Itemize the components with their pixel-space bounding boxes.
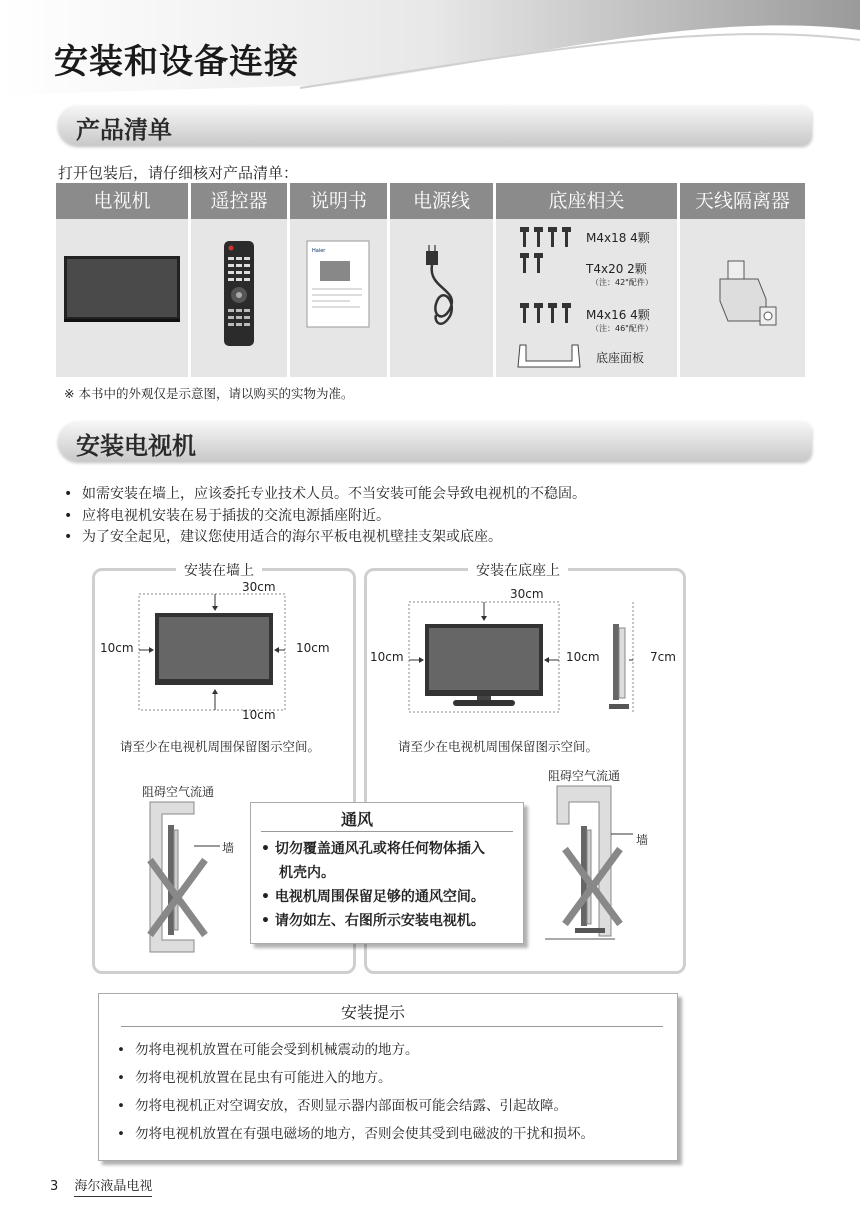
appearance-note: ※ 本书中的外观仅是示意图，请以购买的实物为准。 bbox=[64, 386, 354, 401]
ventilation-item: • 电视机周围保留足够的通风空间。 bbox=[261, 889, 485, 905]
section-title: 产品清单 bbox=[76, 116, 172, 144]
stand-blocked-diagram bbox=[545, 784, 655, 944]
section-title: 安装电视机 bbox=[76, 432, 196, 460]
footer-brand: 海尔液晶电视 bbox=[74, 1179, 152, 1197]
screw-note-3: （注：46"配件） bbox=[591, 324, 653, 333]
screw-note-2: （注：42"配件） bbox=[591, 278, 653, 287]
screw-group-1-icon bbox=[518, 227, 574, 249]
screw-group-3-icon bbox=[518, 303, 574, 325]
install-bullet: • 如需安装在墙上，应该委托专业技术人员。不当安装可能会导致电视机的不稳固。 bbox=[60, 484, 586, 506]
screw-label-1: M4x18 4颗 bbox=[586, 231, 650, 245]
stand-caption: 请至少在电视机周围保留图示空间。 bbox=[398, 739, 599, 754]
installation-tips-box bbox=[98, 993, 678, 1161]
col-tv: 电视机 bbox=[56, 183, 188, 219]
tip-item: • 勿将电视机放置在可能会受到机械震动的地方。 bbox=[113, 1036, 594, 1064]
section-header-product-list bbox=[58, 105, 812, 145]
cell-tv bbox=[56, 219, 188, 377]
screw-label-2: T4x20 2颗 bbox=[586, 262, 647, 276]
section-header-install-tv bbox=[58, 421, 812, 461]
wall-caption: 请至少在电视机周围保留图示空间。 bbox=[120, 739, 321, 754]
tip-item: • 勿将电视机放置在昆虫有可能进入的地方。 bbox=[113, 1064, 594, 1092]
tip-item: • 勿将电视机放置在有强电磁场的地方，否则会使其受到电磁波的干扰和损坏。 bbox=[113, 1120, 594, 1148]
manual-image bbox=[290, 219, 387, 377]
cell-stand bbox=[496, 219, 677, 377]
stand-right-clearance: 10cm bbox=[566, 650, 600, 664]
footer bbox=[50, 1175, 152, 1194]
col-stand: 底座相关 bbox=[496, 183, 677, 219]
wall-blocked-diagram bbox=[140, 800, 250, 960]
stand-left-clearance: 10cm bbox=[370, 650, 404, 664]
wall-bottom-clearance: 10cm bbox=[242, 708, 276, 722]
wall-label: 墙 bbox=[222, 841, 235, 855]
ventilation-divider bbox=[261, 831, 513, 832]
stand-top-clearance: 30cm bbox=[510, 587, 544, 601]
page-number: 3 bbox=[50, 1179, 59, 1194]
col-manual: 说明书 bbox=[290, 183, 387, 219]
base-panel-icon bbox=[514, 341, 584, 371]
col-power-cord: 电源线 bbox=[390, 183, 493, 219]
stand-clearance-diagram bbox=[367, 580, 677, 740]
stand-blocked-label: 阻碍空气流通 bbox=[548, 769, 621, 783]
stand-side-clearance: 7cm bbox=[650, 650, 676, 664]
wall-top-clearance: 30cm bbox=[242, 580, 276, 594]
wall-mount-title: 安装在墙上 bbox=[176, 560, 262, 580]
antenna-isolator-image bbox=[680, 219, 805, 377]
cell-manual bbox=[290, 219, 387, 377]
cell-antenna-isolator bbox=[680, 219, 805, 377]
tip-item: • 勿将电视机正对空调安放，否则显示器内部面板可能会结露、引起故障。 bbox=[113, 1092, 594, 1120]
ventilation-item-continued: 机壳内。 bbox=[279, 865, 335, 881]
screw-group-2-icon bbox=[518, 253, 548, 275]
remote-image bbox=[191, 219, 287, 377]
tips-list bbox=[113, 1036, 594, 1148]
ventilation-item: • 请勿如左、右图所示安装电视机。 bbox=[261, 913, 485, 929]
power-cord-image bbox=[390, 219, 493, 377]
page-title: 安装和设备连接 bbox=[54, 42, 299, 82]
tips-divider bbox=[121, 1026, 663, 1027]
base-panel-label: 底座面板 bbox=[596, 351, 645, 365]
stand-wall-label: 墙 bbox=[636, 833, 649, 847]
ventilation-item: • 切勿覆盖通风孔或将任何物体插入 bbox=[261, 841, 485, 857]
cell-power-cord bbox=[390, 219, 493, 377]
install-bullets bbox=[60, 484, 586, 549]
screw-label-3: M4x16 4颗 bbox=[586, 308, 650, 322]
tv-image bbox=[56, 219, 188, 377]
wall-left-clearance: 10cm bbox=[100, 641, 134, 655]
install-bullet: • 为了安全起见，建议您使用适合的海尔平板电视机壁挂支架或底座。 bbox=[60, 527, 586, 549]
stand-mount-title: 安装在底座上 bbox=[468, 560, 568, 580]
tips-title: 安装提示 bbox=[341, 1003, 406, 1022]
product-intro: 打开包装后，请仔细核对产品清单： bbox=[58, 164, 299, 182]
col-remote: 遥控器 bbox=[191, 183, 287, 219]
manual-brand: Haier bbox=[312, 248, 326, 254]
cell-remote bbox=[191, 219, 287, 377]
wall-right-clearance: 10cm bbox=[296, 641, 330, 655]
wall-clearance-diagram bbox=[95, 580, 347, 740]
install-bullet: • 应将电视机安装在易于插拔的交流电源插座附近。 bbox=[60, 506, 586, 528]
wall-blocked-label: 阻碍空气流通 bbox=[142, 785, 215, 799]
ventilation-box bbox=[250, 802, 524, 944]
col-antenna-isolator: 天线隔离器 bbox=[680, 183, 805, 219]
ventilation-list bbox=[261, 837, 521, 933]
ventilation-title: 通风 bbox=[341, 810, 374, 829]
